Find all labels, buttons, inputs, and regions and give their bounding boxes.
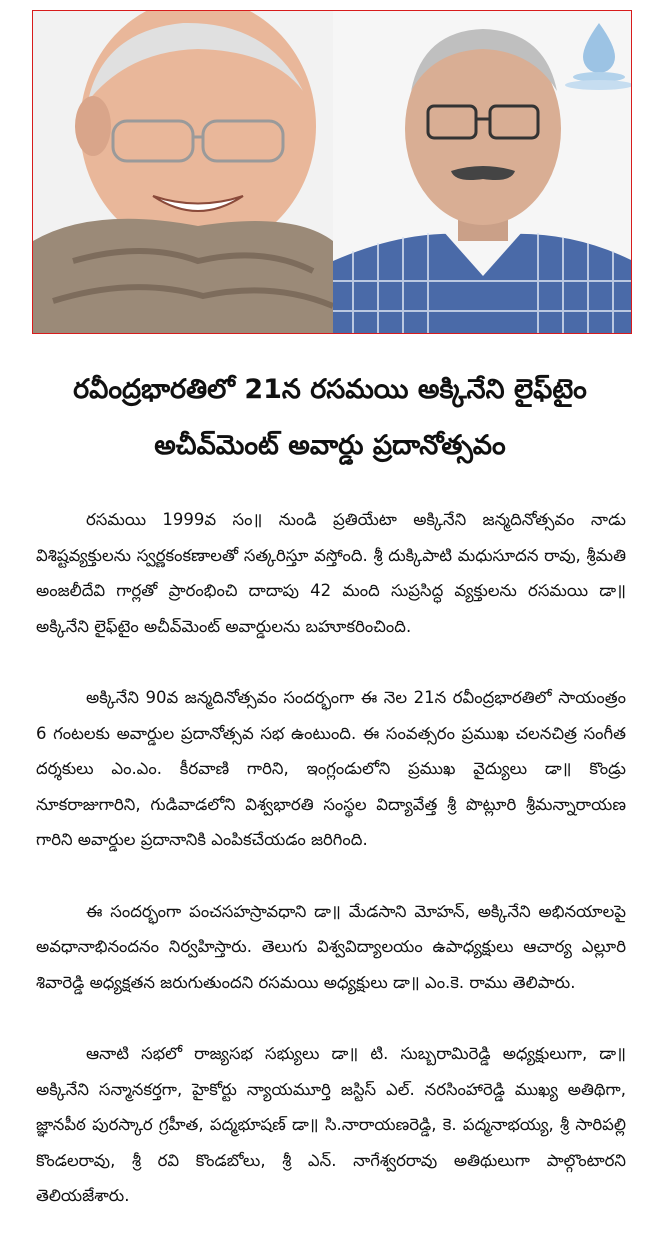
article-paragraph: రసమయి 1999వ సం॥ నుండి ప్రతియేటా అక్కినేని జన్మదినోత్సవం నాడు విశిష్టవ్యక్తులను స్వర్ణకంకణాలతో సత్కరిస్తూ వస్తోంది. శ్రీ దుక్కిపాటి మధుసూదన రావు, శ్రీమతి అంజలీదేవి గార్లతో ప్రారంభించి దాదాపు 42 మంది సుప్రసిద్ధ వ్యక్తులను రసమయి డా॥ అక్కినేని లైఫ్‌టైం అచీవ్‌మెంట్ అవార్డులను బహూకరించింది.: [36, 510, 626, 636]
header-photo: [32, 10, 632, 334]
title-line-1: రవీంద్రభారతిలో 21న రసమయి అక్కినేని లైఫ్‌టైం: [73, 374, 587, 405]
article-title: [20, 362, 640, 474]
article-body: [36, 502, 626, 1250]
article-paragraph: ఈ సందర్భంగా పంచసహస్రావధాని డా॥ మేడసాని మోహన్, అక్కినేని అభినయాలపై అవధానాభినందనం నిర్వహిస్తారు. తెలుగు విశ్వవిద్యాలయం ఉపాధ్యక్షులు ఆచార్య ఎల్లూరి శివారెడ్డి అధ్యక్షతన జరుగుతుందని రసమయి అధ్యక్షులు డా॥ ఎం.కె. రాము తెలిపారు.: [36, 901, 626, 992]
article-paragraph: ఆనాటి సభలో రాజ్యసభ సభ్యులు డా॥ టి. సుబ్బరామిరెడ్డి అధ్యక్షులుగా, డా॥ అక్కినేని సన్మానకర్తగా, హైకోర్టు న్యాయమూర్తి జస్టిస్ ఎల్. నరసింహారెడ్డి ముఖ్య అతిథిగా, జ్ఞానపీఠ పురస్కార గ్రహీత, పద్మభూషణ్ డా॥ సి.నారాయణరెడ్డి, కె. పద్మనాభయ్య, శ్రీ సారిపల్లి కొండలరావు, శ్రీ రవి కొండబోలు, శ్రీ ఎన్. నాగేశ్వరరావు అతిథులుగా పాల్గొంటారని తెలియజేశారు.: [36, 1044, 626, 1205]
title-line-2: అచీవ్‌మెంట్ అవార్డు ప్రదానోత్సవం: [154, 430, 506, 461]
article-paragraph: అక్కినేని 90వ జన్మదినోత్సవం సందర్భంగా ఈ నెల 21న రవీంద్రభారతిలో సాయంత్రం 6 గంటలకు అవార్డుల ప్రదానోత్సవ సభ ఉంటుంది. ఈ సంవత్సరం ప్రముఖ చలనచిత్ర సంగీత దర్శకులు ఎం.ఎం. కీరవాణి గారిని, ఇంగ్లండులోని ప్రముఖ వైద్యులు డా॥ కొండ్రు నూకరాజుగారిని, గుడివాడలోని విశ్వభారతి సంస్థల విద్యావేత్త శ్రీ పొట్లూరి శ్రీమన్నారాయణ గారిని అవార్డుల ప్రదానానికి ఎంపికచేయడం జరిగింది.: [36, 688, 626, 849]
